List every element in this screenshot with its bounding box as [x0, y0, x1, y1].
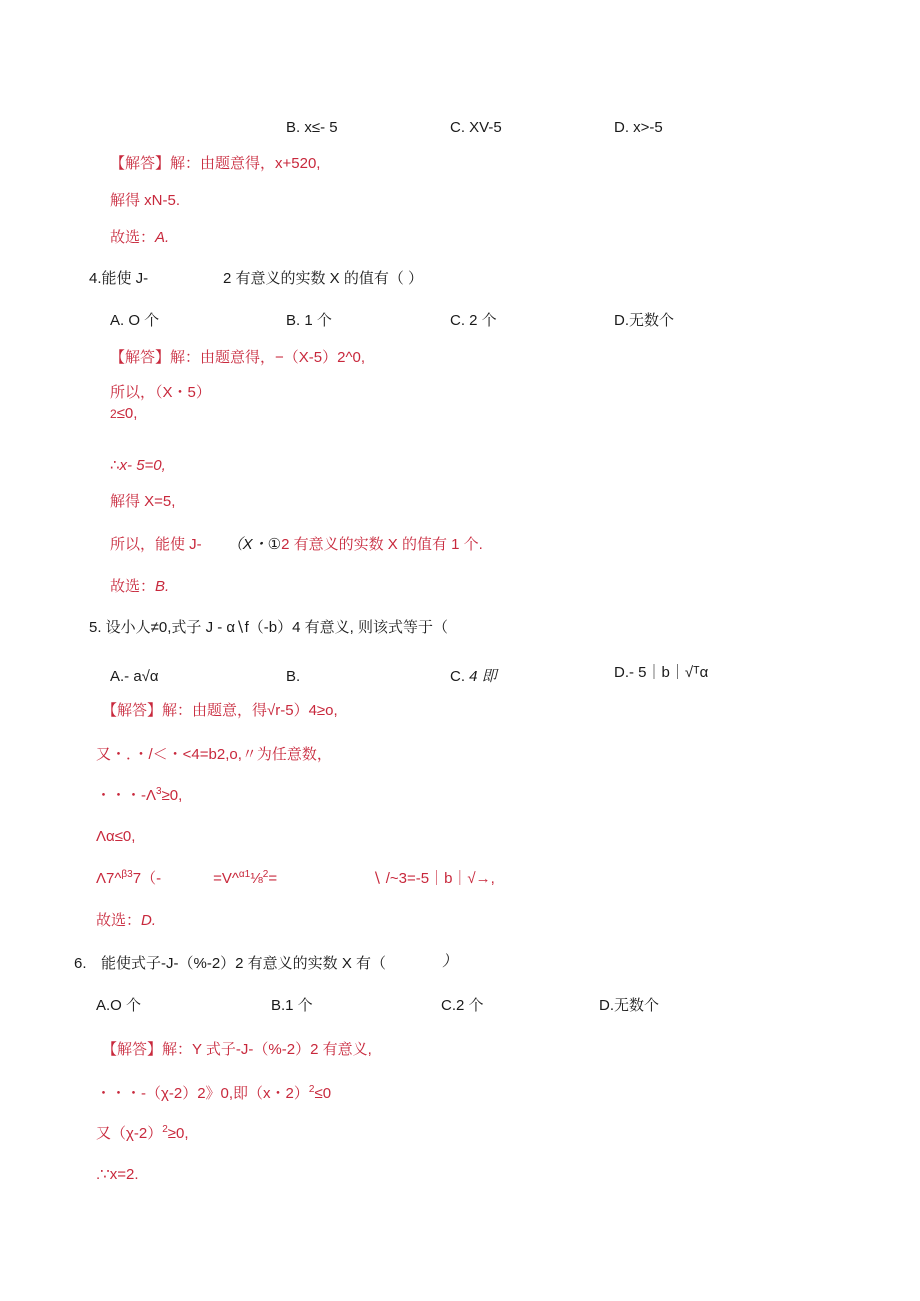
q6-option-b: B.1 个 — [271, 997, 313, 1014]
answer-text: 所以，能使 J- — [110, 536, 202, 553]
q4-answer-line-1: 【解答】解：由题意得，−（X-5）2^0, — [110, 349, 365, 366]
q5-answer-line-4: Λα≤0, — [96, 828, 136, 845]
answer-text: =V^ — [213, 870, 239, 887]
q4-answer-line-7 — [110, 577, 169, 597]
answer-text: ≥0, — [161, 787, 183, 804]
q4-option-d: D.无数个 — [614, 312, 675, 329]
q5-option-d: D.- 5｜b｜√ᵀα — [614, 664, 709, 681]
answer-text: 7（- — [132, 870, 162, 887]
q5-stem: 5. 设小人≠0,式子 J - α∖f（-b）4 有意义, 则该式等于（ — [89, 619, 448, 636]
q6-stem: 能使式子-J-（%-2）2 有意义的实数 X 有（ — [101, 955, 387, 972]
answer-text: ≥0, — [167, 1125, 189, 1142]
q4-option-a: A. O 个 — [110, 312, 160, 329]
q3-option-c: C. XV-5 — [450, 119, 502, 136]
q4-answer-line-3 — [110, 404, 137, 424]
q6-answer-line-1: 【解答】解：Y 式子-J-（%-2）2 有意义, — [102, 1041, 372, 1058]
choice-value: B. — [155, 578, 170, 595]
q4-answer-line-2: 所以，（X・5） — [110, 384, 211, 401]
q4-stem-part-1: 4.能使 J- — [89, 270, 149, 287]
superscript: 2 — [162, 1124, 168, 1135]
q6-answer-line-2 — [96, 1084, 331, 1104]
q4-option-b: B. 1 个 — [286, 312, 332, 329]
q5-answer-line-1: 【解答】解：由题意，得√r-5）4≥o, — [102, 702, 338, 719]
q6-answer-line-4: .∵x=2. — [96, 1166, 139, 1183]
q3-option-d: D. x>-5 — [614, 119, 663, 136]
q3-answer-line-2: 解得 xN-5. — [110, 192, 181, 209]
superscript: 2 — [110, 407, 117, 421]
choice-label: 故选： — [110, 578, 156, 595]
q4-stem-part-2: 2 有意义的实数 X 的值有（ ） — [223, 270, 424, 287]
superscript: 2 — [262, 869, 269, 880]
q6-answer-line-3 — [96, 1124, 189, 1144]
q6-stem-close: ） — [442, 953, 458, 970]
superscript: 2 — [308, 1084, 315, 1095]
answer-text: ≤0, — [116, 405, 138, 422]
q6-number: 6. — [74, 955, 87, 972]
answer-text: 又（χ-2） — [96, 1125, 163, 1142]
q5-answer-line-5-right: ∖ /~3=-5｜b｜√→, — [372, 870, 495, 887]
q5-answer-line-2: 又・．・/＜・<4=b2,o,〃为任意数， — [96, 746, 332, 763]
q5-answer-line-6 — [96, 911, 156, 931]
answer-text: ・・・-Λ — [96, 787, 157, 804]
formula-fragment: （X・① — [227, 536, 282, 553]
option-value: 4 即 — [469, 668, 497, 685]
superscript: α1 — [238, 869, 251, 880]
therefore-symbol: ∴ — [110, 457, 120, 474]
answer-text: Λ7^ — [96, 870, 122, 887]
q4-option-c: C. 2 个 — [450, 312, 497, 329]
choice-value: D. — [141, 912, 157, 929]
q6-option-d: D.无数个 — [599, 997, 660, 1014]
superscript: β3 — [121, 869, 133, 880]
option-label: C. — [450, 668, 470, 685]
q3-option-b: B. x≤- 5 — [286, 119, 338, 136]
answer-text: 2 有意义的实数 X 的值有 1 个. — [281, 536, 483, 553]
q6-option-a: A.O 个 — [96, 997, 142, 1014]
superscript: 3 — [156, 786, 162, 797]
choice-label: 故选： — [110, 229, 156, 246]
answer-text: = — [268, 870, 278, 887]
q5-option-a: A.- a√α — [110, 668, 159, 685]
answer-text: x- 5=0, — [119, 457, 166, 474]
q5-option-b: B. — [286, 668, 301, 685]
q3-answer-line-1: 【解答】解：由题意得，x+520, — [110, 155, 321, 172]
choice-value: A. — [155, 229, 170, 246]
q5-option-c — [450, 667, 497, 687]
q4-answer-line-4 — [110, 456, 166, 476]
q6-option-c: C.2 个 — [441, 997, 484, 1014]
answer-text: ≤0 — [314, 1085, 332, 1102]
q5-answer-line-5 — [96, 869, 277, 889]
answer-text: ⅛ — [250, 870, 263, 887]
answer-text: ・・・-（χ-2）2》0,即（x・2） — [96, 1085, 309, 1102]
q3-answer-line-3 — [110, 228, 169, 248]
q4-answer-line-5: 解得 X=5, — [110, 493, 176, 510]
q4-answer-line-6 — [110, 535, 483, 555]
q5-answer-line-3 — [96, 786, 182, 806]
choice-label: 故选： — [96, 912, 142, 929]
